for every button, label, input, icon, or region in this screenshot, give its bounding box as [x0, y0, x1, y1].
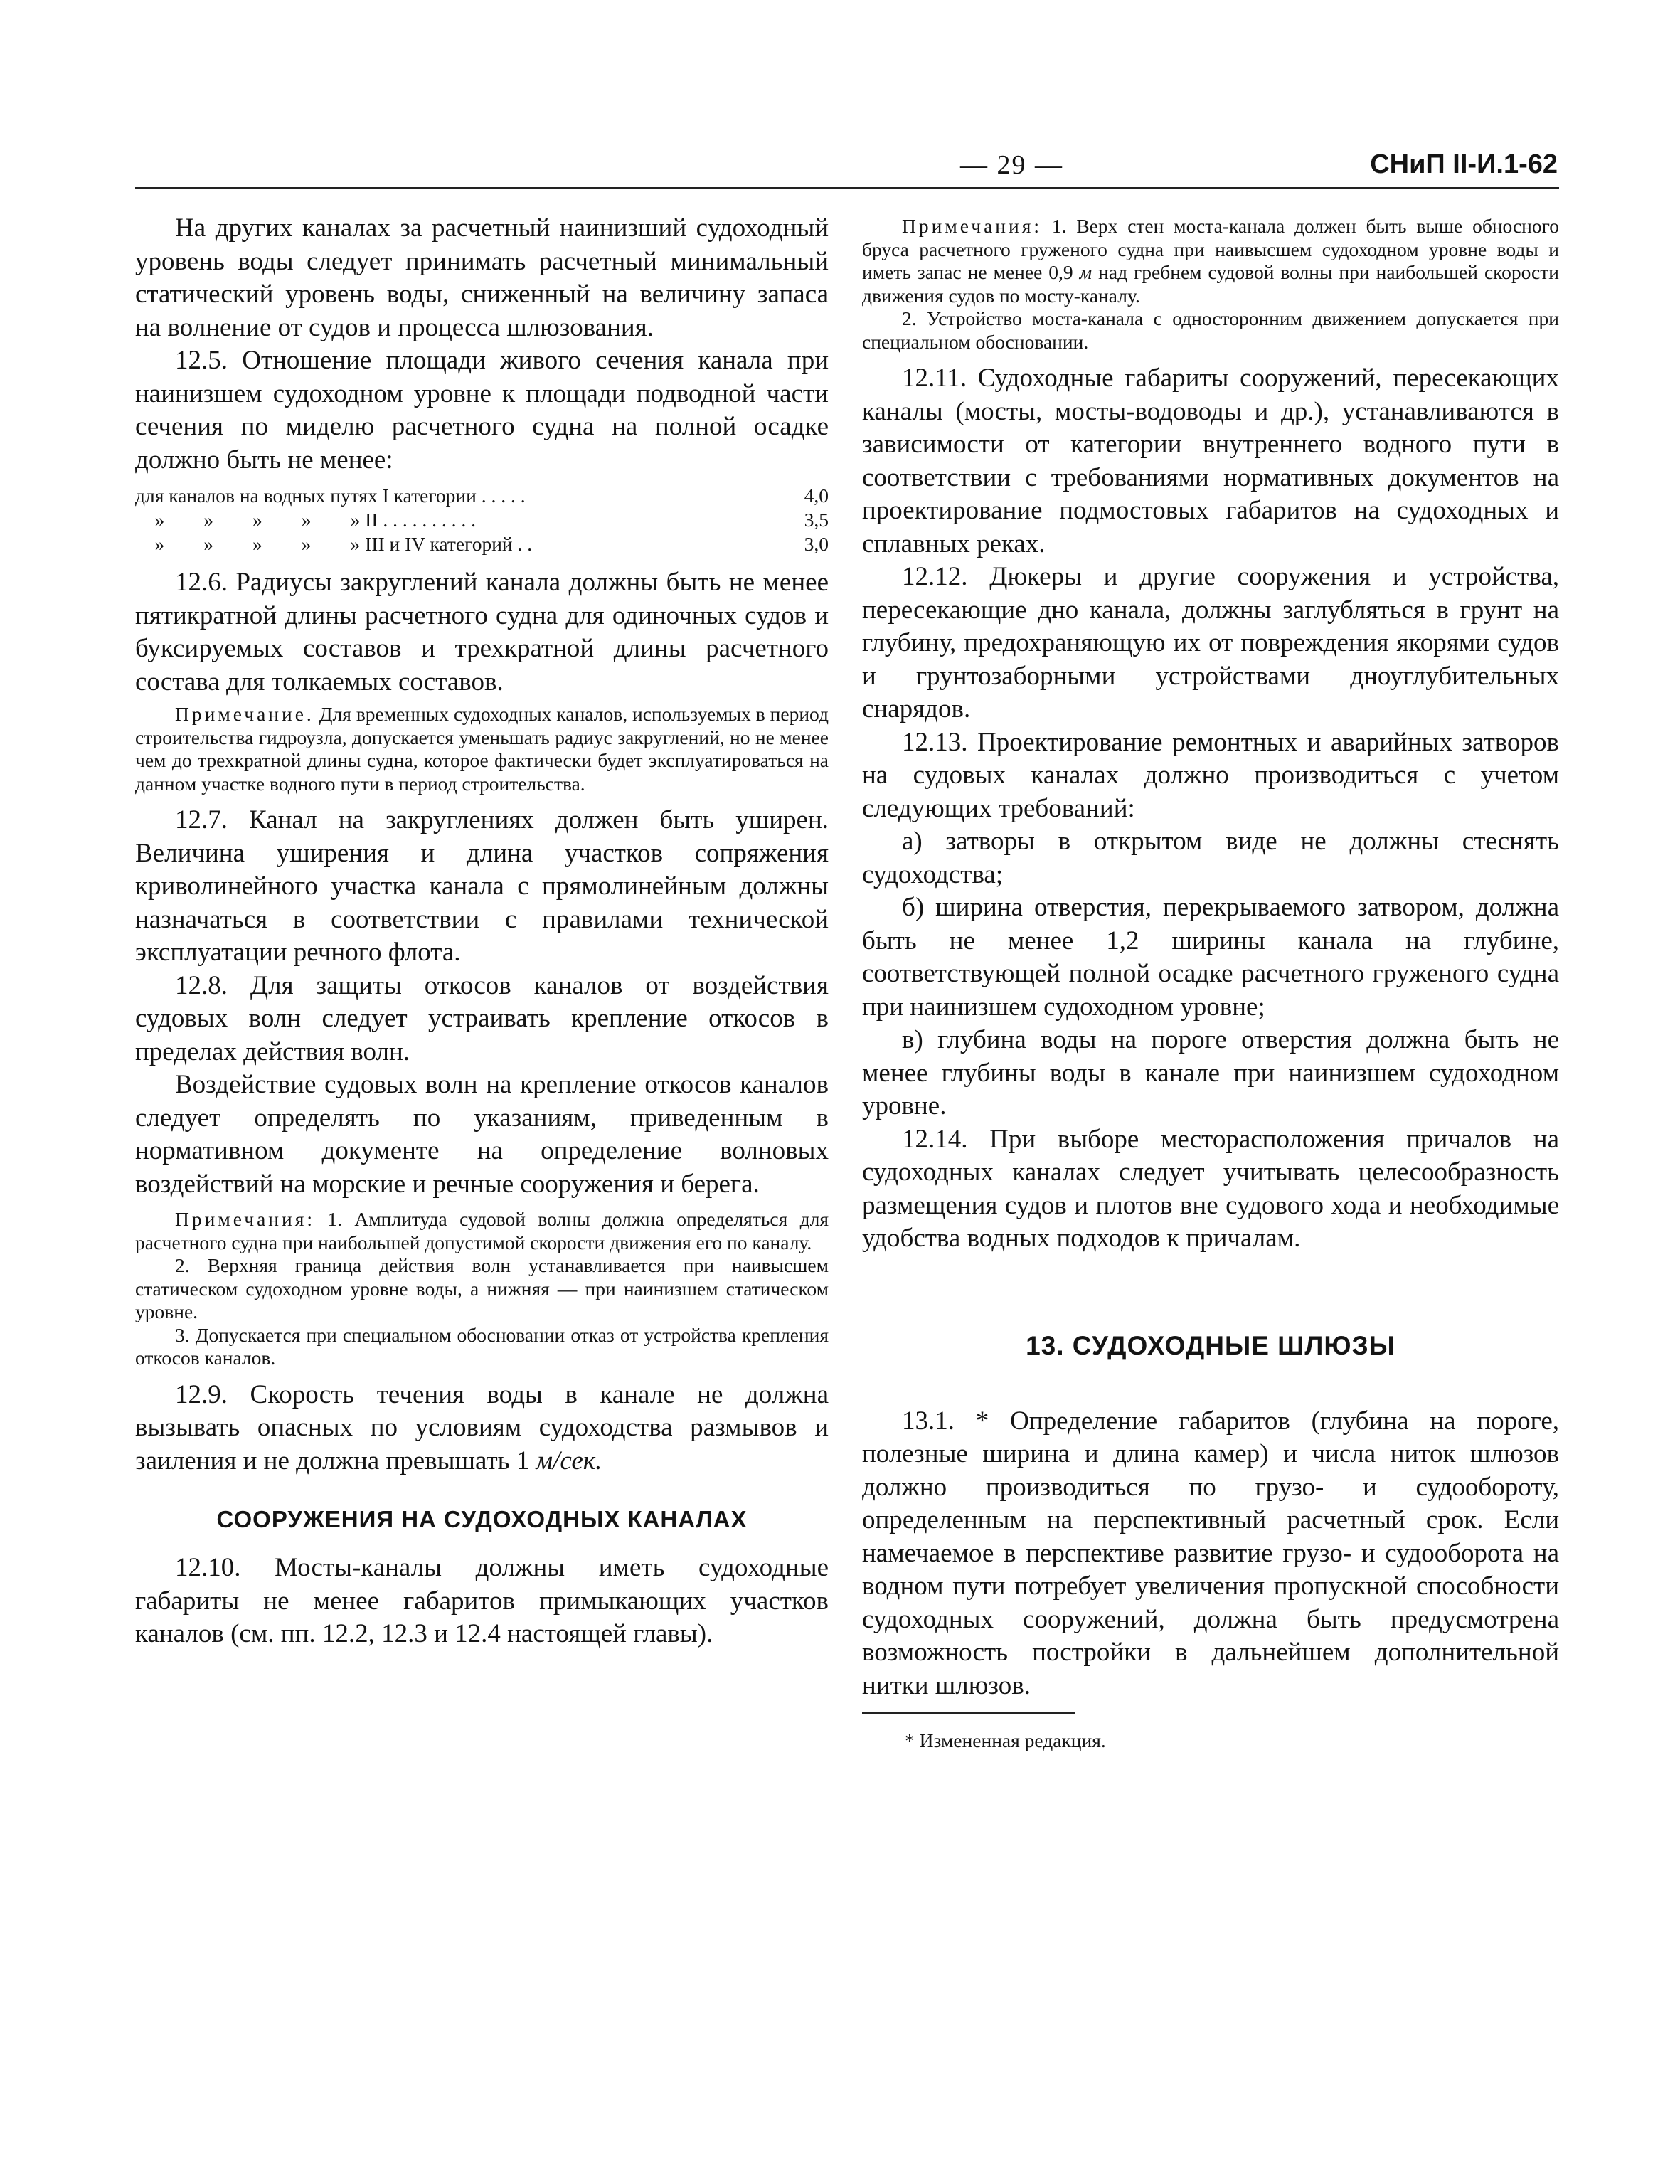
header-rule: [135, 187, 1559, 189]
paragraph-12-5: 12.5. Отношение площади живого сечения канала при наинизшем судоходном уровне к площади подводной части сечения по миделю расчетного судна на полной осадке должно быть не менее:: [135, 346, 829, 475]
page-number: — 29 —: [960, 150, 1063, 180]
note-text: над гребнем судовой волны при наибольшей скорости движения судов по мосту-каналу.: [862, 261, 1559, 307]
velocity-unit: м/сек.: [536, 1446, 602, 1475]
ratio-value: 3,5: [804, 509, 829, 531]
ratio-label: » » » » » II . . . . . . . . . .: [135, 509, 476, 531]
paragraph-12-8-b: Воздействие судовых волн на крепление откосов каналов следует определять по указаниям, приведенным в нормативном документе на определение волновых воздействий на морские и речные сооружения и берега.: [135, 1070, 829, 1199]
note-12-10-2: 2. Устройство моста-канала с односторонним движением допускается при специальном обосновании.: [862, 307, 1559, 353]
note-12-8-1: [135, 1208, 829, 1254]
paragraph-12-13: 12.13. Проектирование ремонтных и аварийных затворов на судовых каналах должно производиться с учетом следующих требований:: [862, 727, 1559, 823]
paragraph-13-1: 13.1. * Определение габаритов (глубина на пороге, полезные ширина и длина камер) и числа ниток шлюзов должно производиться по грузо- и судообороту, определенным на перспективный расчетный срок. Если намечаемое в перспективе развитие грузо- и судооборота на водном пути потребует увеличения пропускной способности судоходных сооружений, должна быть предусмотрена возможность постройки в дальнейшем дополнительной нитки шлюзов.: [862, 1406, 1559, 1700]
notes-label: Примечания:: [902, 215, 1043, 237]
note-12-10-1: [862, 215, 1559, 307]
paragraph-text: 12.9. Скорость течения воды в канале не должна вызывать опасных по условиям судоходства размывов и заиления и не должна превышать 1: [135, 1379, 829, 1475]
note-text: 1. Амплитуда судовой волны должна определяться для расчетного судна при наибольшей допустимой скорости движения его по каналу.: [135, 1208, 829, 1253]
note-text: Для временных судоходных каналов, используемых в период строительства гидроузла, допускается уменьшать радиус закруглений, но не менее чем до трехкратной длины судна, которое фактически будет эксплуатироваться на данном участке водного пути в период строительства.: [135, 703, 829, 795]
item-v: в) глубина воды на пороге отверстия должна быть не менее глубины воды в канале при наинизшем судоходном уровне.: [862, 1025, 1559, 1120]
section-title: СООРУЖЕНИЯ НА СУДОХОДНЫХ КАНАЛАХ: [216, 1506, 748, 1532]
paragraph-12-10: 12.10. Мосты-каналы должны иметь судоходные габариты не менее габаритов примыкающих участков каналов (см. пп. 12.2, 12.3 и 12.4 настоящей главы).: [135, 1553, 829, 1648]
paragraph-12-7: 12.7. Канал на закруглениях должен быть уширен. Величина уширения и длина участков сопряжения криволинейного участка канала с прямолинейным должны назначаться в соответствии с правилами технической эксплуатации речного флота.: [135, 805, 829, 967]
unit-m: м: [1079, 261, 1092, 283]
note-12-8-3: 3. Допускается при специальном обосновании отказ от устройства крепления откосов каналов.: [135, 1323, 829, 1369]
ratio-value: 3,0: [804, 533, 829, 555]
paragraph-12-6: 12.6. Радиусы закруглений канала должны быть не менее пятикратной длины расчетного судна для одиночных судов и буксируемых составов и трехкратной длины расчетного состава для толкаемых составов.: [135, 568, 829, 696]
note-text: 1. Верх стен моста-канала должен быть выше обносного бруса расчетного груженого судна при наивысшем судоходном уровне воды и иметь запас не менее 0,9: [862, 215, 1559, 283]
paragraph-12-12: 12.12. Дюкеры и другие сооружения и устройства, пересекающие дно канала, должны заглубляться в грунт на глубину, предохраняющую их от повреждения якорями судов и грунтозаборными устройствами дноуглубительных снарядов.: [862, 562, 1559, 723]
ratio-value: 4,0: [804, 484, 829, 507]
page-header: [135, 149, 1558, 185]
document-code: СНиП II-И.1-62: [1370, 149, 1558, 179]
ratio-row: [135, 532, 829, 556]
right-column: [862, 212, 1559, 1752]
chapter-title: 13. СУДОХОДНЫЕ ШЛЮЗЫ: [1026, 1330, 1395, 1360]
item-a: а) затворы в открытом виде не должны стеснять судоходства;: [862, 827, 1559, 889]
paragraph-intro: На других каналах за расчетный наинизший судоходный уровень воды следует принимать расчетный минимальный статический уровень воды, сниженный на величину запаса на волнение от судов и процесса шлюзования.: [135, 213, 829, 342]
left-column: [135, 212, 829, 1651]
footnote: * Измененная редакция.: [905, 1729, 1106, 1751]
ratio-row: [135, 484, 829, 508]
ratio-label: для каналов на водных путях I категории . . . . .: [135, 484, 526, 507]
paragraph-12-11: 12.11. Судоходные габариты сооружений, пересекающих каналы (мосты, мосты-водоводы и др.), устанавливаются в зависимости от категории внутреннего водного пути в соответствии с требованиями нормативных документов на проектирование подмостовых габаритов на судоходных и сплавных реках.: [862, 364, 1559, 558]
ratio-table: [135, 484, 829, 556]
item-b: б) ширина отверстия, перекрываемого затвором, должна быть не менее 1,2 ширины канала на глубине, соответствующей полной осадке расчетного груженого судна при наинизшем судоходном уровне;: [862, 893, 1559, 1022]
note-12-8-2: 2. Верхняя граница действия волн устанавливается при наивысшем статическом судоходном уровне воды, а нижняя — при наинизшем статическом уровне.: [135, 1254, 829, 1322]
ratio-row: [135, 508, 829, 532]
paragraph-12-14: 12.14. При выборе месторасположения причалов на судоходных каналах следует учитывать целесообразность размещения судов и плотов вне судового хода и необходимые удобства водных подходов к причалам.: [862, 1124, 1559, 1253]
note-12-6: [135, 703, 829, 795]
notes-label: Примечания:: [175, 1208, 316, 1230]
note-label: Примечание.: [175, 703, 314, 725]
ratio-label: » » » » » III и IV категорий . .: [135, 533, 533, 555]
paragraph-12-8: 12.8. Для защиты откосов каналов от воздействия судовых волн следует устраивать крепление откосов в пределах действия волн.: [135, 970, 829, 1066]
paragraph-12-9: [135, 1379, 829, 1478]
footnote-rule: [862, 1712, 1075, 1714]
